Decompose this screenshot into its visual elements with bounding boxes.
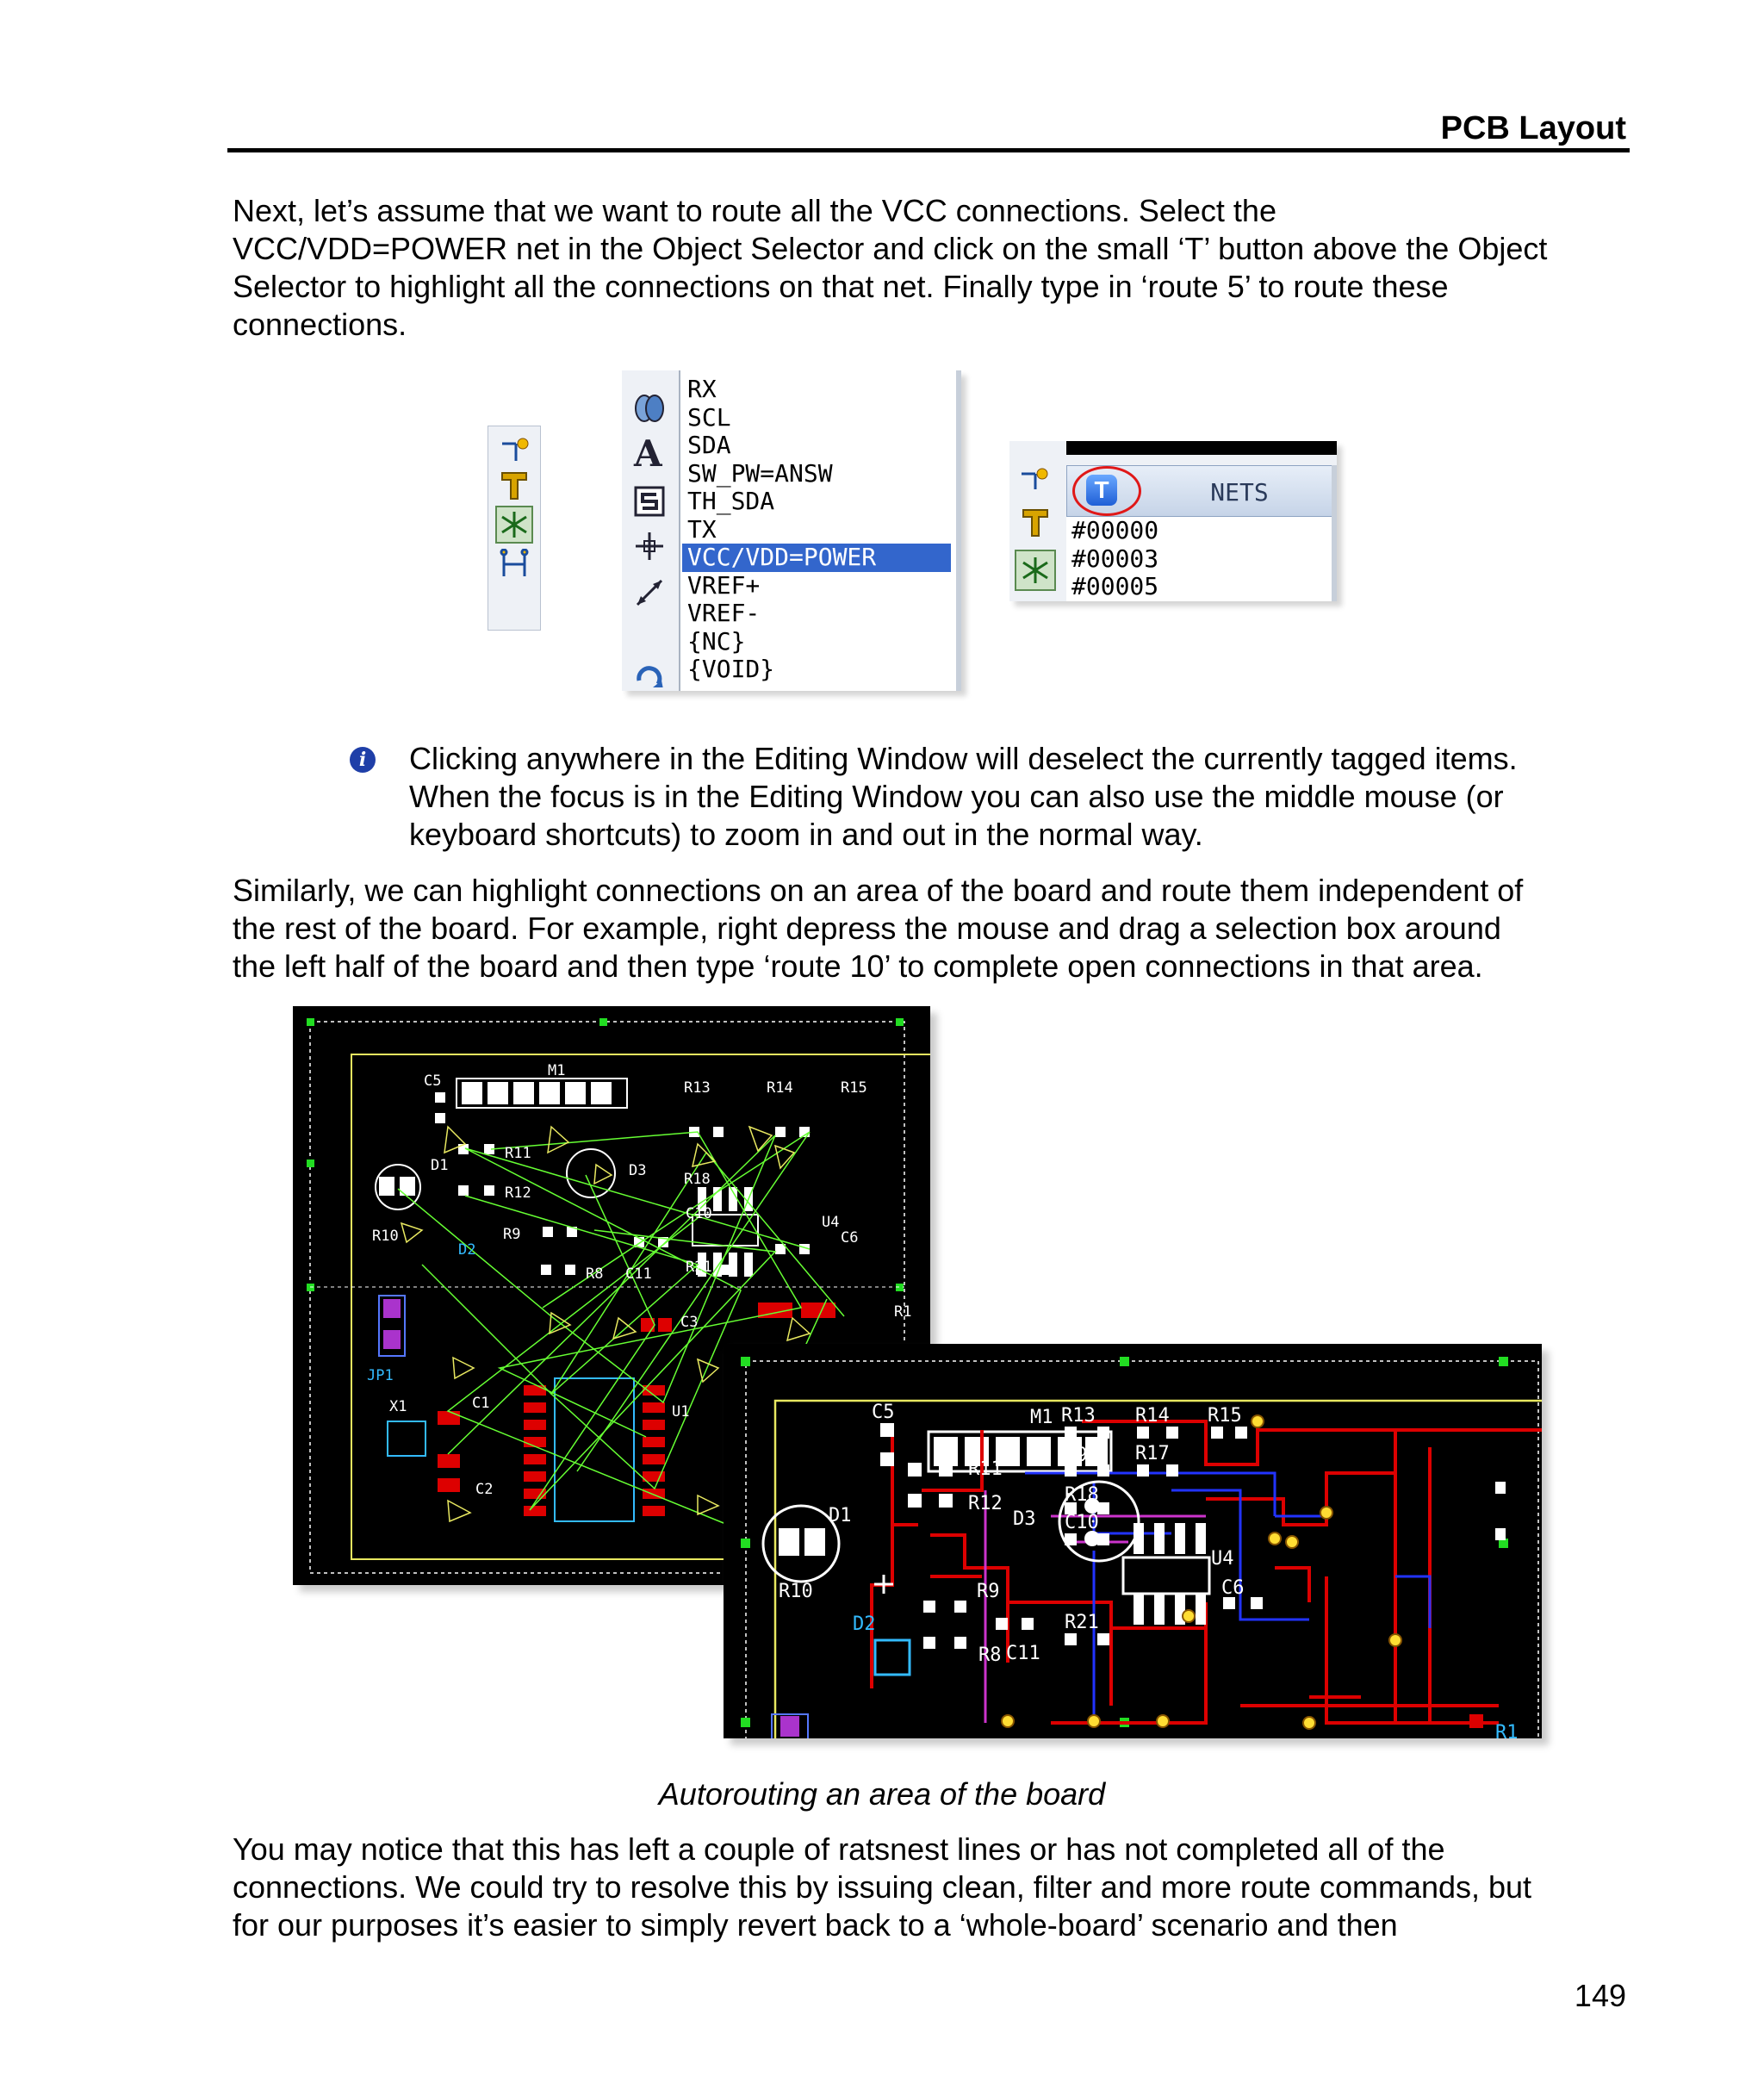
net-list-item[interactable]: SW_PW=ANSW [687,458,833,488]
pcb-label: R21 [1065,1612,1099,1633]
pcb-label: D3 [1013,1508,1036,1530]
net-list[interactable] [682,376,951,684]
paragraph-ratsnest: You may notice that this has left a couple of ratsnest lines or has not completed all of the connections. We could try to resolve this by issuing clean, filter and more route commands, but for our purposes it’s easier to simply revert back to a ‘whole-board’ scenario and then [233,1831,1532,1943]
nets-scrollbar[interactable] [1332,465,1337,601]
net-list-item[interactable]: SDA [687,431,731,459]
object-selector-panel [622,370,961,691]
pcb-label: R11 [505,1145,531,1162]
pin-tool-icon[interactable] [497,430,531,464]
pcb-label: M1 [548,1062,566,1079]
pcb-label: R18 [684,1171,711,1188]
marker-icon[interactable] [634,531,665,566]
pcb-label: R21 [686,1259,712,1276]
pcb-label: R1 [1495,1722,1519,1738]
pcb-label: M1 [1030,1407,1053,1428]
pcb-label: D1 [431,1157,449,1174]
pcb-label: R11 [968,1458,1003,1480]
pcb-label: D2 [853,1613,876,1635]
pcb-label: C11 [1006,1643,1040,1664]
info-icon: i [350,747,376,773]
tag-net-button[interactable]: T [1086,475,1117,506]
pcb-label: X1 [389,1398,407,1415]
pcb-label: C2 [475,1481,494,1498]
net-list-item[interactable]: VREF+ [687,570,761,600]
nets-list[interactable] [1066,517,1332,601]
pcb-label: C5 [872,1402,895,1423]
figure-caption: Autorouting an area of the board [658,1776,1106,1812]
pcb-label: U4 [822,1214,840,1231]
object-selector-toolbar [622,370,680,691]
pcb-label: C10 [1065,1512,1099,1533]
highlight-circle [1072,466,1141,516]
tag-t-icon[interactable] [1020,507,1051,542]
mode-toolbar-left [488,426,541,631]
connector-icon[interactable] [497,547,531,581]
nets-header [1066,465,1333,517]
net-list-item[interactable]: TH_SDA [687,487,775,515]
pcb-label: U1 [672,1403,690,1421]
net-list-item[interactable]: SCL [687,402,731,432]
dimension-icon[interactable] [634,577,665,612]
pcb-label: U4 [1211,1548,1234,1570]
symbol-icon[interactable] [634,486,665,521]
pcb-label: R10 [372,1228,399,1245]
ring-icon[interactable] [632,393,667,428]
pcb-label: R13 [684,1079,711,1097]
tag-t-icon[interactable] [497,468,531,502]
paragraph-route-vcc: Next, let’s assume that we want to route all the VCC connections. Select the VCC/VDD=POWER net in the Object Selector and click on the small ‘T’ button above the Object Selector to highlight all the connections on that net. Finally type in ‘route 5’ to route these connections. [233,193,1548,342]
pcb-label: R8 [586,1265,604,1283]
header-rule [227,148,1630,152]
pcb-label: R15 [841,1079,867,1097]
nets-list-item[interactable]: #00000 [1071,516,1159,544]
pin-tool-icon[interactable] [1018,455,1049,494]
pcb-label: R8 [978,1644,1002,1666]
pcb-label: C1 [472,1395,490,1412]
pcb-label: R9 [503,1226,521,1243]
pcb-label: R12 [968,1493,1003,1514]
net-list-item[interactable]: RX [687,375,717,403]
title-strip [1066,441,1337,455]
pcb-label: C6 [841,1229,859,1247]
ratsnest-icon[interactable] [495,506,533,544]
nets-panel [1009,441,1337,601]
section-title: PCB Layout [1440,110,1626,146]
pcb-view-after[interactable] [724,1344,1542,1738]
pcb-label: D1 [829,1505,852,1526]
pcb-label: JP1 [367,1367,394,1384]
pcb-label: R10 [779,1581,813,1602]
pcb-label: R18 [1065,1484,1099,1506]
pcb-label: D3 [629,1162,647,1179]
rotate-icon[interactable] [634,662,665,692]
pcb-label: C9 [1065,1445,1088,1466]
pcb-label: R15 [1208,1405,1242,1427]
net-list-item[interactable]: {NC} [687,626,746,656]
pcb-label: R17 [1135,1443,1170,1464]
nets-list-item[interactable]: #00003 [1071,544,1159,573]
pcb-label: R1 [894,1303,912,1321]
paragraph-area-route: Similarly, we can highlight connections on an area of the board and route them independent of the rest of the board. For example, right depress the mouse and drag a selection box around the left half of the board and then type ‘route 10’ to complete open connections in that area. [233,873,1524,984]
ratsnest-icon[interactable] [1015,550,1056,591]
pcb-label: C10 [686,1205,712,1222]
pcb-label: R13 [1061,1405,1096,1427]
net-list-item[interactable]: {VOID} [687,655,775,683]
nets-title: NETS [1210,478,1269,507]
page-number: 149 [1574,1978,1626,2013]
pcb-label: R9 [977,1581,1000,1602]
net-list-item-selected[interactable]: VCC/VDD=POWER [682,544,951,572]
text-tool-icon[interactable]: A [634,432,662,475]
nets-list-item[interactable]: #00005 [1071,572,1159,600]
pcb-label: C6 [1221,1577,1245,1599]
pcb-label: R14 [1135,1405,1170,1427]
pcb-label: D2 [458,1241,476,1259]
pcb-label: C3 [680,1314,699,1331]
pcb-label: R14 [767,1079,793,1097]
note-deselect: Clicking anywhere in the Editing Window will deselect the currently tagged items. When the focus is in the Editing Window you can also use the middle mouse (or keyboard shortcuts) to zoom in and out in the normal way. [409,741,1518,852]
net-list-item[interactable]: TX [687,514,717,544]
pcb-label: C5 [424,1072,442,1090]
net-list-item[interactable]: VREF- [687,599,761,627]
pcb-label: C11 [625,1265,652,1283]
pcb-label: R12 [505,1184,531,1202]
